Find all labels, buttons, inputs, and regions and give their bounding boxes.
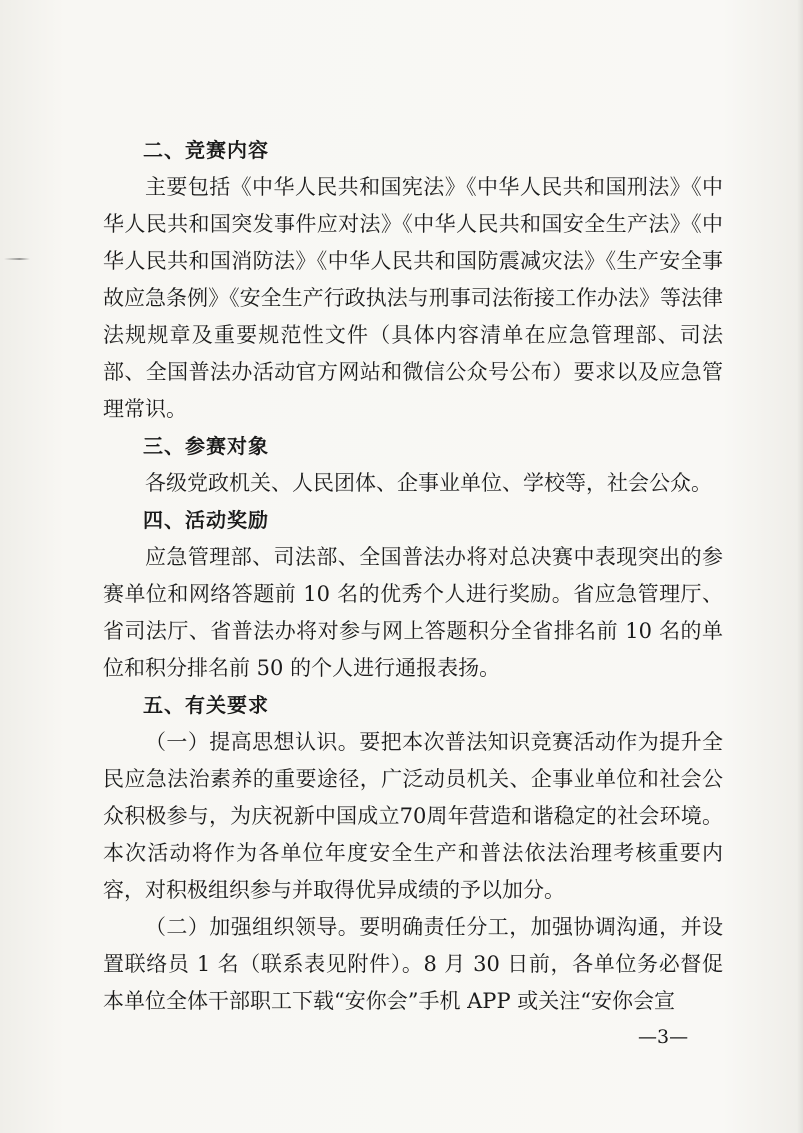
scan-mark bbox=[4, 258, 30, 260]
section-heading-content: 二、竞赛内容 bbox=[143, 138, 269, 162]
paragraph-content-scope: 主要包括《中华人民共和国宪法》《中华人民共和国刑法》《中华人民共和国突发事件应对法》《中华人民共和国安全生产法》《中华人民共和国消防法》《中华人民共和国防震减灾法》《生产安全事故应急条例》《安全生产行政执法与刑事司法衔接工作办法》等法律法规规章及重要规范性文件（具体内容清单在应急管理部、司法部、全国普法办活动官方网站和微信公众号公布）要求以及应急管理常识。 bbox=[103, 175, 723, 421]
paragraph-requirement-2: （二）加强组织领导。要明确责任分工，加强协调沟通，并设置联络员 1 名（联系表见附件）。8 月 30 日前，各单位务必督促本单位全体干部职工下载“安你会”手机 APP 或关注“安你会宣 bbox=[103, 915, 723, 1013]
page-number: —3— bbox=[638, 1026, 689, 1048]
paragraph-awards: 应急管理部、司法部、全国普法办将对总决赛中表现突出的参赛单位和网络答题前 10 名的优秀个人进行奖励。省应急管理厅、省司法厅、省普法办将对参与网上答题积分全省排名前 10 名的单位和积分排名前 50 的个人进行通报表扬。 bbox=[103, 545, 723, 680]
paragraph-participants: 各级党政机关、人民团体、企事业单位、学校等，社会公众。 bbox=[145, 471, 712, 495]
section-heading-requirements: 五、有关要求 bbox=[143, 693, 269, 717]
section-heading-participants: 三、参赛对象 bbox=[143, 434, 269, 458]
section-heading-awards: 四、活动奖励 bbox=[143, 508, 269, 532]
document-body bbox=[103, 132, 723, 1020]
paragraph-requirement-1: （一）提高思想认识。要把本次普法知识竞赛活动作为提升全民应急法治素养的重要途径，广泛动员机关、企事业单位和社会公众积极参与，为庆祝新中国成立70周年营造和谐稳定的社会环境。本次活动将作为各单位年度安全生产和普法依法治理考核重要内容，对积极组织参与并取得优异成绩的予以加分。 bbox=[103, 730, 723, 902]
page-edge-shadow bbox=[797, 0, 803, 1133]
